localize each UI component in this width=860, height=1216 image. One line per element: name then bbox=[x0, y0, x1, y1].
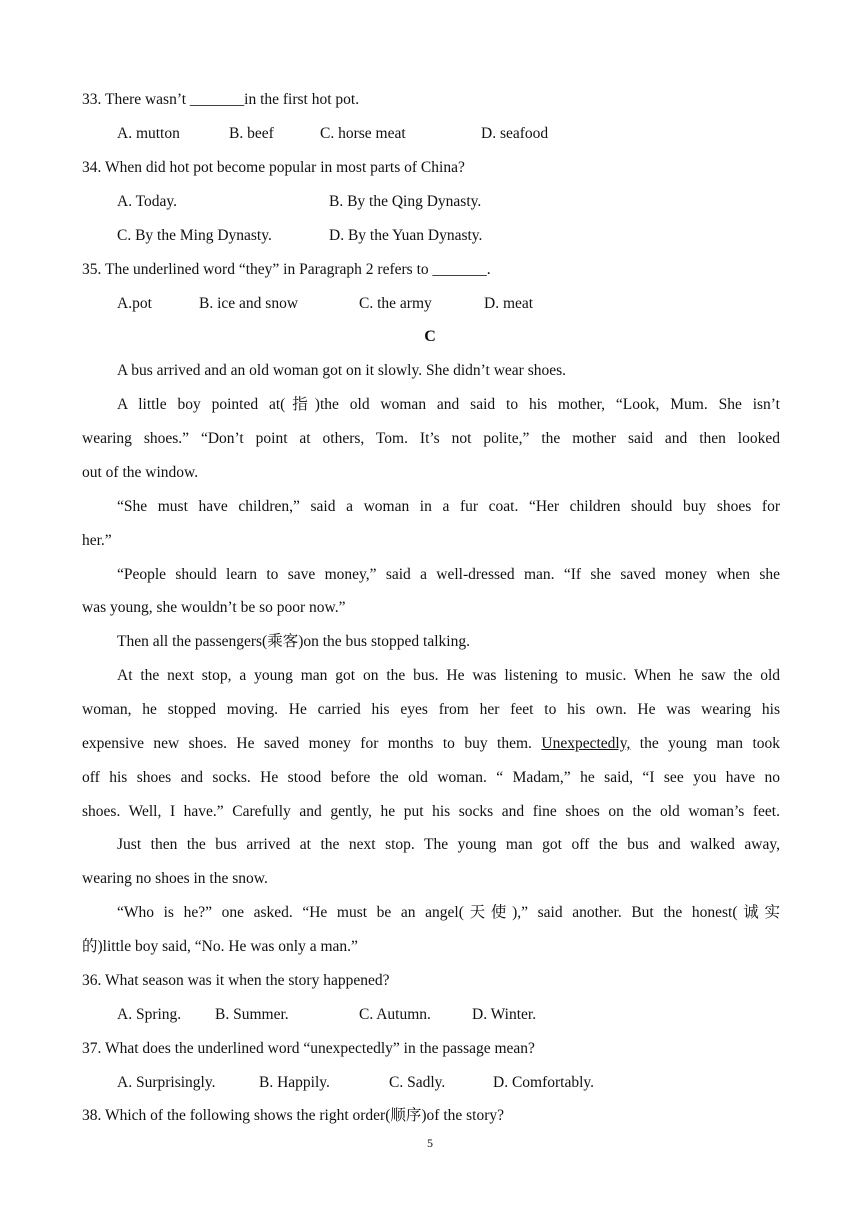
q36-option-d: D. Winter. bbox=[472, 1006, 537, 1023]
passage-paragraph-3-line-1: “She must have children,” said a woman in a fur coat. “Her children should buy shoes for bbox=[117, 498, 780, 515]
q37-option-d: D. Comfortably. bbox=[493, 1074, 595, 1091]
passage-paragraph-6-line-1: At the next stop, a young man got on the bus. He was listening to music. When he saw the old bbox=[117, 667, 780, 684]
passage-paragraph-6-line-2: woman, he stopped moving. He carried his eyes from her feet to his own. He was wearing his bbox=[82, 701, 780, 718]
q36-option-a: A. Spring. bbox=[117, 1006, 182, 1023]
passage-paragraph-4-line-1: “People should learn to save money,” said a well-dressed man. “If she saved money when she bbox=[117, 566, 780, 583]
passage-paragraph-6-line-4: off his shoes and socks. He stood before the old woman. “ Madam,” he said, “I see you have no bbox=[82, 769, 780, 786]
passage-paragraph-1: A bus arrived and an old woman got on it slowly. She didn’t wear shoes. bbox=[117, 362, 567, 379]
q37-stem: 37. What does the underlined word “unexpectedly” in the passage mean? bbox=[82, 1040, 535, 1057]
q35-option-b: B. ice and snow bbox=[199, 295, 299, 312]
passage-paragraph-2-line-3: out of the window. bbox=[82, 464, 199, 481]
passage-paragraph-5: Then all the passengers(乘客)on the bus stopped talking. bbox=[117, 633, 470, 650]
q37-option-c: C. Sadly. bbox=[389, 1074, 446, 1091]
q34-option-d: D. By the Yuan Dynasty. bbox=[329, 227, 483, 244]
q35-option-a: A.pot bbox=[117, 295, 152, 312]
q38-stem: 38. Which of the following shows the right order(顺序)of the story? bbox=[82, 1107, 505, 1124]
underlined-word-unexpectedly: Unexpectedly, bbox=[541, 735, 631, 752]
q37-option-a: A. Surprisingly. bbox=[117, 1074, 216, 1091]
passage-text: expensive new shoes. He saved money for months to buy them. bbox=[82, 735, 542, 752]
q37-option-b: B. Happily. bbox=[259, 1074, 330, 1091]
passage-paragraph-4-line-2: was young, she wouldn’t be so poor now.” bbox=[82, 599, 346, 616]
q33-stem: 33. There wasn’t _______in the first hot pot. bbox=[82, 91, 360, 108]
passage-paragraph-6-line-3 bbox=[82, 734, 780, 754]
q34-stem: 34. When did hot pot become popular in most parts of China? bbox=[82, 159, 465, 176]
q35-option-c: C. the army bbox=[359, 295, 432, 312]
q34-option-c: C. By the Ming Dynasty. bbox=[117, 227, 272, 244]
passage-paragraph-7-line-2: wearing no shoes in the snow. bbox=[82, 870, 268, 887]
q35-option-d: D. meat bbox=[484, 295, 534, 312]
q33-option-a: A. mutton bbox=[117, 125, 180, 142]
page-number: 5 bbox=[427, 1136, 433, 1150]
q33-option-b: B. beef bbox=[229, 125, 274, 142]
q36-option-b: B. Summer. bbox=[215, 1006, 289, 1023]
q34-option-b: B. By the Qing Dynasty. bbox=[329, 193, 482, 210]
passage-paragraph-3-line-2: her.” bbox=[82, 532, 112, 549]
passage-paragraph-2-line-1: A little boy pointed at(指)the old woman and said to his mother, “Look, Mum. She isn’t bbox=[117, 396, 780, 413]
section-heading: C bbox=[424, 328, 436, 345]
passage-paragraph-8-line-1: “Who is he?” one asked. “He must be an angel(天使),” said another. But the honest(诚实 bbox=[117, 904, 780, 921]
q36-stem: 36. What season was it when the story happened? bbox=[82, 972, 390, 989]
passage-paragraph-2-line-2: wearing shoes.” “Don’t point at others, Tom. It’s not polite,” the mother said and then looked bbox=[82, 430, 780, 447]
q35-stem: 35. The underlined word “they” in Paragraph 2 refers to _______. bbox=[82, 261, 491, 278]
q33-option-d: D. seafood bbox=[481, 125, 549, 142]
q33-option-c: C. horse meat bbox=[320, 125, 406, 142]
passage-paragraph-7-line-1: Just then the bus arrived at the next stop. The young man got off the bus and walked away, bbox=[117, 836, 780, 853]
passage-text: the young man took bbox=[630, 735, 781, 752]
passage-paragraph-6-line-5: shoes. Well, I have.” Carefully and gently, he put his socks and fine shoes on the old woman’s feet. bbox=[82, 803, 780, 820]
q34-option-a: A. Today. bbox=[117, 193, 178, 210]
q36-option-c: C. Autumn. bbox=[359, 1006, 431, 1023]
passage-paragraph-8-line-2: 的)little boy said, “No. He was only a man.” bbox=[82, 938, 358, 955]
